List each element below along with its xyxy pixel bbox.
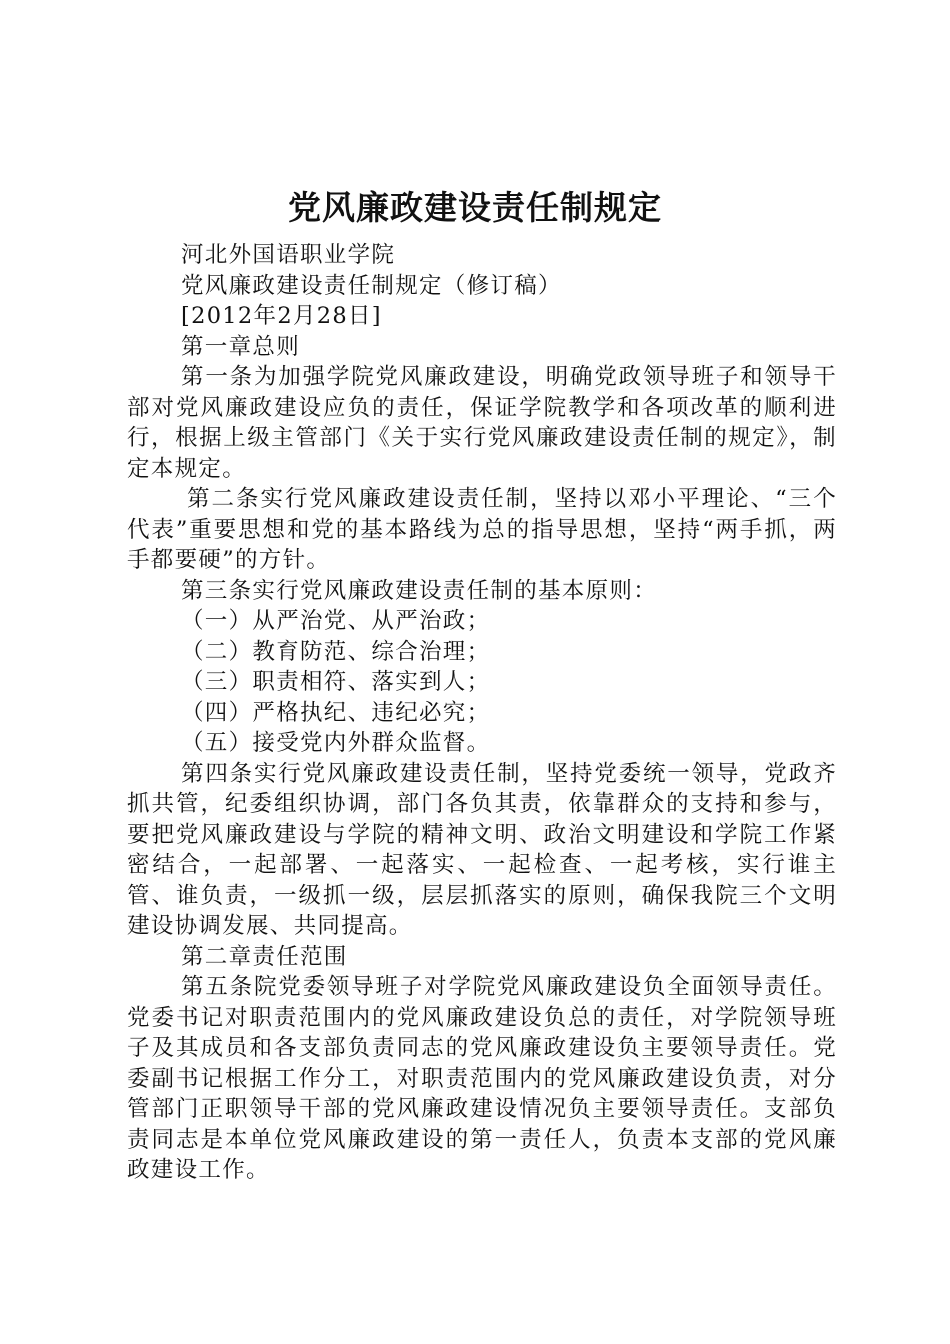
chapter-heading: 第二章责任范围 xyxy=(181,943,348,970)
article-paragraph: 第四条实行党风廉政建设责任制，坚持党委统一领导，党政齐抓共管，纪委组织协调，部门各负其责，依靠群众的支持和参与，要把党风廉政建设与学院的精神文明、政治文明建设和学院工作紧密结合，一起部署、一起落实、一起检查、一起考核，实行谁主管、谁负责，一级抓一级，层层抓落实的原则，确保我院三个文明建设协调发展、共同提高。 xyxy=(127,760,837,939)
institution-name: 河北外国语职业学院 xyxy=(181,242,396,268)
article-paragraph: 第二条实行党风廉政建设责任制，坚持以邓小平理论、“三个代表”重要思想和党的基本路线为总的指导思想，坚持“两手抓，两手都要硬”的方针。 xyxy=(127,486,837,573)
principle-item: （三）职责相符、落实到人； xyxy=(181,669,491,695)
document-body xyxy=(127,240,837,1186)
document-title: 党风廉政建设责任制规定 xyxy=(288,188,662,227)
principle-item: （五）接受党内外群众监督。 xyxy=(181,730,491,756)
article-paragraph: 第五条院党委领导班子对学院党风廉政建设负全面领导责任。党委书记对职责范围内的党风廉政建设负总的责任，对学院领导班子及其成员和各支部负责同志的党风廉政建设负主要领导责任。党委副书记根据工作分工，对职责范围内的党风廉政建设负责，对分管部门正职领导干部的党风廉政建设情况负主要领导责任。支部负责同志是本单位党风廉政建设的第一责任人，负责本支部的党风廉政建设工作。 xyxy=(127,974,837,1183)
chapter-heading: 第一章总则 xyxy=(181,333,301,360)
article-paragraph: 第三条实行党风廉政建设责任制的基本原则： xyxy=(181,577,658,604)
principle-item: （一）从严治党、从严治政； xyxy=(181,608,491,634)
regulation-date: [2012年2月28日] xyxy=(181,303,382,329)
article-paragraph: 第一条为加强学院党风廉政建设，明确党政领导班子和领导干部对党风廉政建设应负的责任，保证学院教学和各项改革的顺利进行，根据上级主管部门《关于实行党风廉政建设责任制的规定》，制定本规定。 xyxy=(127,364,837,482)
regulation-subtitle: 党风廉政建设责任制规定（修订稿） xyxy=(181,272,562,299)
principle-item: （四）严格执纪、违纪必究； xyxy=(181,699,491,726)
principle-item: （二）教育防范、综合治理； xyxy=(181,638,491,665)
